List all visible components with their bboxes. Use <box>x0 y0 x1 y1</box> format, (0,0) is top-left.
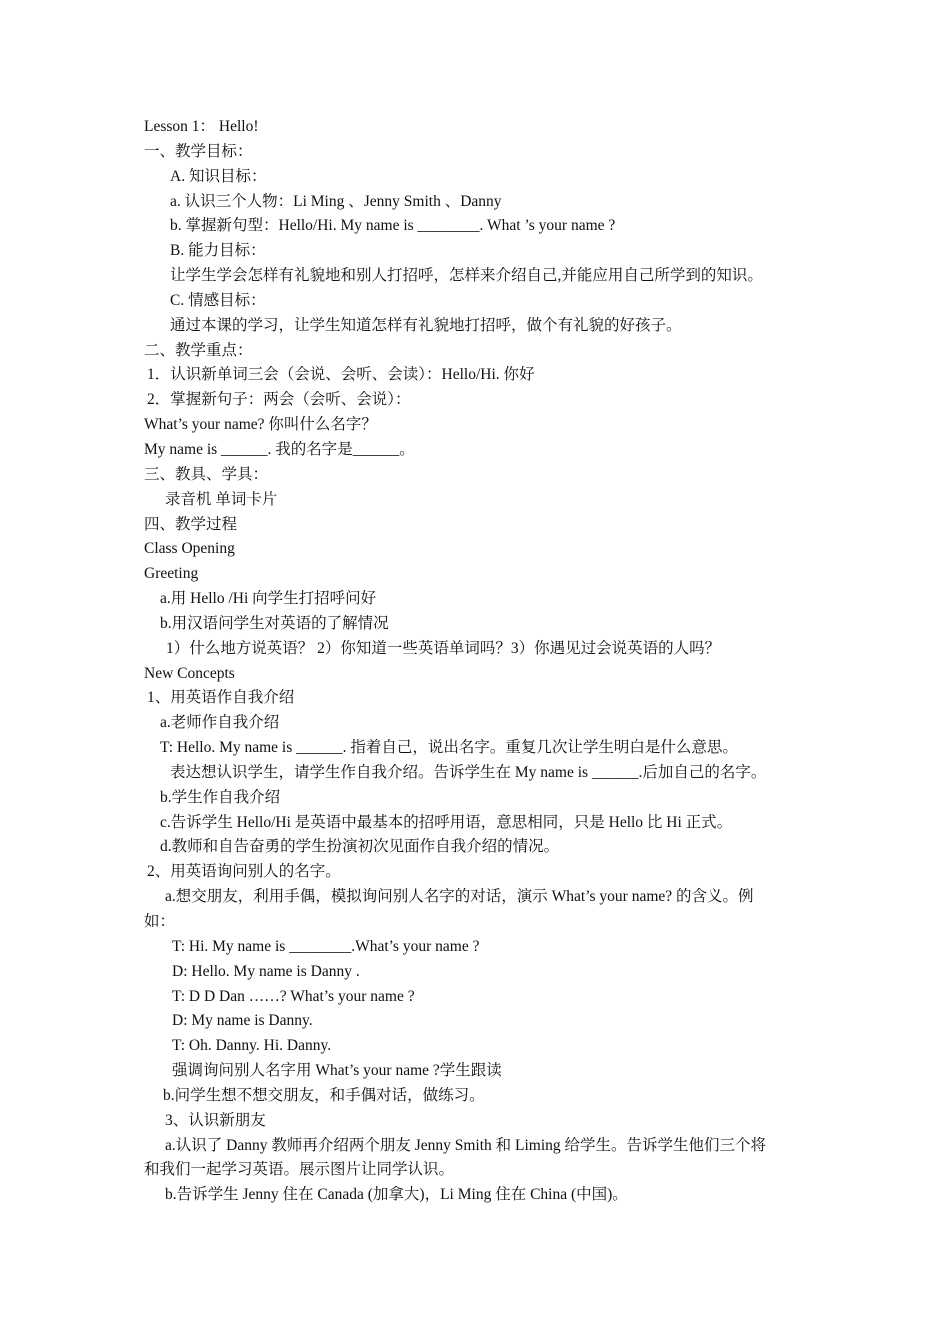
text-line: 强调询问别人名字用 What’s your name ?学生跟读 <box>172 1062 502 1080</box>
text-line: a.想交朋友，利用手偶，模拟询问别人名字的对话，演示 What’s your name? 的含义。例 <box>165 888 754 906</box>
text-line: 2、用英语询问别人的名字。 <box>147 863 341 881</box>
text-line: 和我们一起学习英语。展示图片让同学认识。 <box>144 1161 455 1179</box>
text-line: 通过本课的学习，让学生知道怎样有礼貌地打招呼，做个有礼貌的好孩子。 <box>170 316 682 334</box>
text-line: 2．掌握新句子：两会（会听、会说）： <box>147 391 411 409</box>
text-line: 如： <box>144 913 176 930</box>
section-heading-objectives: 一、教学目标： <box>144 142 253 160</box>
subheading-class-opening: Class Opening <box>144 540 235 558</box>
text-line: b.告诉学生 Jenny 住在 Canada (加拿大)，Li Ming 住在 China (中国)。 <box>165 1186 628 1204</box>
text-line: a.用 Hello /Hi 向学生打招呼问好 <box>160 590 377 608</box>
dialogue-line: D: My name is Danny. <box>172 1012 313 1030</box>
section-heading-materials: 三、教具、学具： <box>144 465 269 483</box>
text-line: a.认识了 Danny 教师再介绍两个朋友 Jenny Smith 和 Liming 给学生。告诉学生他们三个将 <box>165 1136 767 1154</box>
lesson-title: Lesson 1： Hello! <box>144 118 259 135</box>
subheading-knowledge-goals: A. 知识目标： <box>170 167 267 185</box>
text-line: a. 认识三个人物：Li Ming 、Jenny Smith 、Danny <box>170 192 502 210</box>
dialogue-line: D: Hello. My name is Danny . <box>172 962 360 980</box>
subheading-emotion-goals: C. 情感目标： <box>170 291 266 309</box>
text-line: 1）什么地方说英语？ 2）你知道一些英语单词吗？3）你遇见过会说英语的人吗？ <box>166 639 721 657</box>
lesson-document <box>0 115 950 1208</box>
text-line: What’s your name? 你叫什么名字？ <box>144 416 377 434</box>
subheading-new-concepts: New Concepts <box>144 664 235 682</box>
text-line: a.老师作自我介绍 <box>160 714 280 732</box>
text-line: b.学生作自我介绍 <box>160 788 281 806</box>
subheading-greeting: Greeting <box>144 565 199 583</box>
section-heading-process: 四、教学过程 <box>144 515 238 533</box>
text-line: 1．认识新单词三会（会说、会听、会读）：Hello/Hi. 你好 <box>147 366 535 384</box>
text-line: c.告诉学生 Hello/Hi 是英语中最基本的招呼用语，意思相同，只是 Hello 比 Hi 正式。 <box>160 813 733 831</box>
dialogue-line: T: Hi. My name is ________.What’s your name ? <box>172 937 480 955</box>
dialogue-line: T: Oh. Danny. Hi. Danny. <box>172 1037 332 1055</box>
text-line: d.教师和自告奋勇的学生扮演初次见面作自我介绍的情况。 <box>160 838 560 856</box>
text-line: 3、认识新朋友 <box>165 1111 266 1129</box>
section-heading-key-points: 二、教学重点： <box>144 341 253 359</box>
text-line: 表达想认识学生，请学生作自我介绍。告诉学生在 My name is ______.后加自己的名字。 <box>170 763 767 781</box>
text-line: 让学生学会怎样有礼貌地和别人打招呼，怎样来介绍自己,并能应用自己所学到的知识。 <box>170 267 763 285</box>
subheading-ability-goals: B. 能力目标： <box>170 242 266 260</box>
text-line: b.用汉语问学生对英语的了解情况 <box>160 614 389 632</box>
text-line: b. 掌握新句型：Hello/Hi. My name is ________. What ’s your name ? <box>170 217 616 235</box>
text-line: 1、用英语作自我介绍 <box>147 689 295 707</box>
dialogue-line: T: D D Dan ……? What’s your name ? <box>172 987 415 1005</box>
text-line: My name is ______. 我的名字是______。 <box>144 440 415 458</box>
text-line: T: Hello. My name is ______. 指着自己，说出名字。重复几次让学生明白是什么意思。 <box>160 739 738 757</box>
text-line: b.问学生想不想交朋友，和手偶对话，做练习。 <box>163 1086 485 1104</box>
text-line: 录音机 单词卡片 <box>165 490 278 508</box>
